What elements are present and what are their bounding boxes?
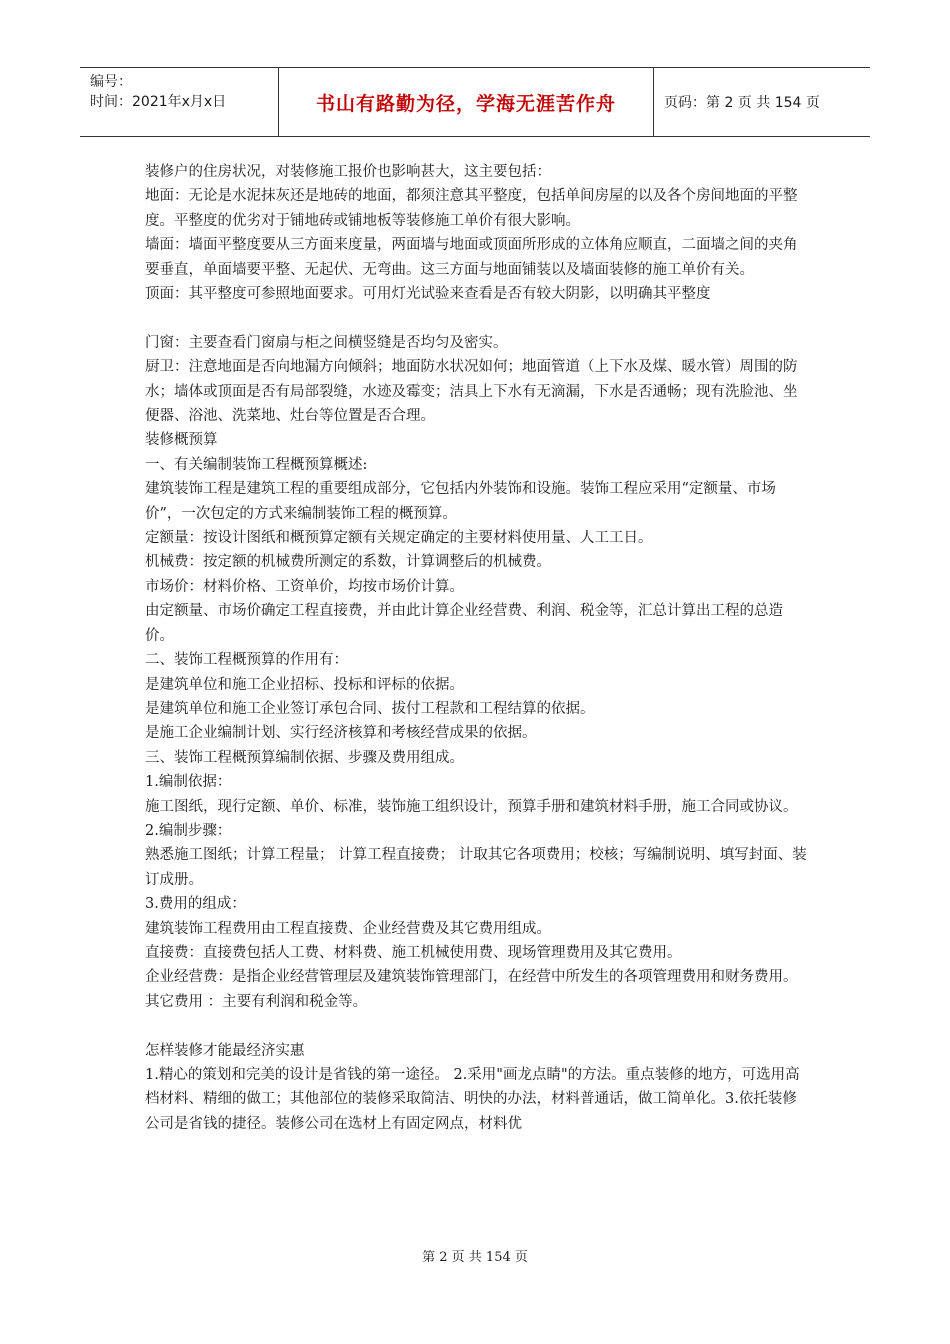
body-paragraph: 是建筑单位和施工企业招标、投标和评标的依据。 [145,676,464,693]
header-page-number: 页码：第 2 页 共 154 页 [664,95,820,111]
header-meta [80,68,279,136]
document-number: 编号： [90,74,132,90]
body-paragraph: 直接费：直接费包括人工费、材料费、施工机械使用费、现场管理费用及其它费用。 [145,944,682,961]
body-paragraph: 企业经营费：是指企业经营管理层及建筑装饰管理部门，在经营中所发生的各项管理费用和财务费用。 [145,969,798,986]
body-paragraph: 定额量：按设计图纸和概预算定额有关规定确定的主要材料使用量、人工工日。 [145,530,653,547]
header-motto-cell [279,68,654,136]
body-paragraph: 1.编制依据： [145,774,232,791]
body-paragraph: 三、装饰工程概预算编制依据、步骤及费用组成。 [145,749,464,766]
body-paragraph: 一、有关编制装饰工程概预算概述: [145,456,368,473]
document-time: 时间：2021年x月x日 [90,94,227,110]
body-paragraph: 建筑装饰工程费用由工程直接费、企业经营费及其它费用组成。 [145,920,551,937]
page-footer: 第 2 页 共 154 页 [422,1250,528,1265]
body-paragraph: 墙面：墙面平整度要从三方面来度量，两面墙与地面或顶面所形成的立体角应顺直，二面墙之间的夹角要垂直，单面墙要平整、无起伏、无弯曲。这三方面与地面铺装以及墙面装修的施工单价有关。 [145,237,798,278]
body-paragraph: 顶面：其平整度可参照地面要求。可用灯光试验来查看是否有较大阴影，以明确其平整度 [145,286,711,303]
body-paragraph: 2.编制步骤： [145,822,232,839]
body-paragraph: 机械费：按定额的机械费所测定的系数，计算调整后的机械费。 [145,554,551,571]
body-paragraph: 地面：无论是水泥抹灰还是地砖的地面，都须注意其平整度，包括单间房屋的以及各个房间地面的平整度。平整度的优劣对于铺地砖或铺地板等装修施工单价有很大影响。 [145,188,798,229]
body-paragraph [145,1014,807,1038]
body-paragraph: 市场价：材料价格、工资单价，均按市场价计算。 [145,578,464,595]
body-paragraph [145,306,807,330]
body-paragraph: 怎样装修才能最经济实惠 [145,1042,305,1059]
body-paragraph: 门窗：主要查看门窗扇与柜之间横竖缝是否均匀及密实。 [145,334,508,351]
body-paragraph: 建筑装饰工程是建筑工程的重要组成部分，它包括内外装饰和设施。装饰工程应采用“定额量、市场价”，一次包定的方式来编制装饰工程的概预算。 [145,481,776,522]
body-paragraph: 是建筑单位和施工企业签订承包合同、拔付工程款和工程结算的依据。 [145,700,595,717]
body-paragraph: 熟悉施工图纸；计算工程量； 计算工程直接费； 计取其它各项费用；校核；写编制说明、填写封面、装订成册。 [145,847,807,888]
body-paragraph: 1.精心的策划和完美的设计是省钱的第一途径。 2.采用"画龙点睛"的方法。重点装修的地方，可选用高档材料、精细的做工；其他部位的装修采取简洁、明快的办法，材料普通话，做工简单化。3.依托装修公司是省钱的捷径。装修公司在选材上有固定网点，材料优 [145,1067,800,1132]
body-paragraph: 二、装饰工程概预算的作用有： [145,652,348,669]
document-body [145,160,807,1136]
header-motto: 书山有路勤为径，学海无涯苦作舟 [315,92,616,115]
page-header [80,67,870,137]
body-paragraph: 厨卫：注意地面是否向地漏方向倾斜；地面防水状况如何；地面管道（上下水及煤、暖水管）周围的防水；墙体或顶面是否有局部裂缝，水迹及霉变；洁具上下水有无滴漏，下水是否通畅；现有洗脸池、坐便器、浴池、洗菜地、灶台等位置是否合理。 [145,359,798,425]
body-paragraph: 装修户的住房状况，对装修施工报价也影响甚大，这主要包括： [145,164,551,180]
body-paragraph: 由定额量、市场价确定工程直接费，并由此计算企业经营费、利润、税金等，汇总计算出工程的总造价。 [145,603,783,644]
body-paragraph: 其它费用 ：主要有利润和税金等。 [145,993,368,1010]
body-paragraph: 施工图纸，现行定额、单价、标准，装饰施工组织设计，预算手册和建筑材料手册，施工合同或协议。 [145,798,798,815]
body-paragraph: 3.费用的组成： [145,896,246,913]
body-paragraph: 是施工企业编制计划、实行经济核算和考核经营成果的依据。 [145,725,537,742]
body-paragraph: 装修概预算 [145,432,218,449]
